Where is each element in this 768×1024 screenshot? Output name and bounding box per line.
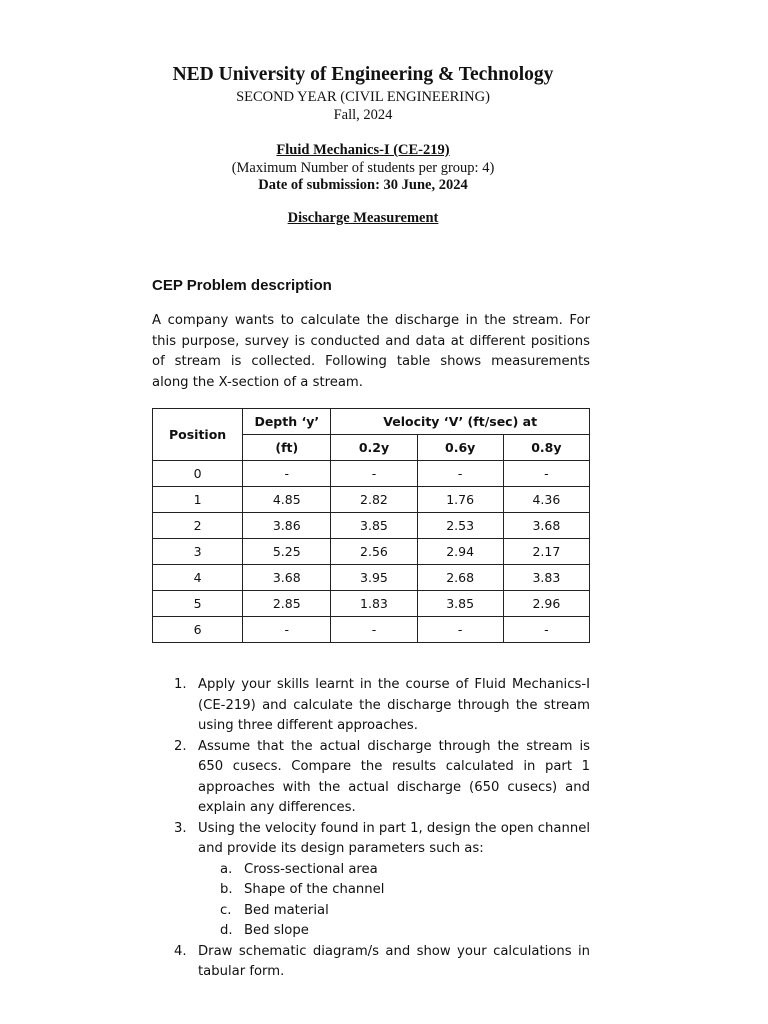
cell-velocity-02y: 1.83: [331, 591, 417, 617]
task-text: Draw schematic diagram/s and show your calculations in tabular form.: [198, 943, 590, 979]
course-title: Fluid Mechanics-I (CE-219): [276, 142, 450, 158]
cell-position: 4: [153, 565, 243, 591]
cell-position: 6: [153, 617, 243, 643]
cell-velocity-02y: 3.85: [331, 513, 417, 539]
cell-velocity-08y: -: [503, 461, 589, 487]
table-row: [153, 591, 590, 617]
cell-velocity-02y: 2.82: [331, 487, 417, 513]
submission-date: Date of submission: 30 June, 2024: [258, 177, 468, 193]
cell-velocity-02y: -: [331, 461, 417, 487]
cell-depth: 5.25: [243, 539, 331, 565]
cell-velocity-02y: 3.95: [331, 565, 417, 591]
cell-velocity-06y: 2.53: [417, 513, 503, 539]
sub-item-text: Cross-sectional area: [244, 861, 378, 877]
task-item: [152, 675, 590, 737]
header-velocity-08y: 0.8y: [503, 435, 589, 461]
task-text: Apply your skills learnt in the course of Fluid Mechanics-I (CE-219) and calculate the discharge through the stream using three different approaches.: [198, 677, 590, 733]
sub-item: [198, 921, 590, 942]
table-row: [153, 487, 590, 513]
header-velocity-06y: 0.6y: [417, 435, 503, 461]
header-velocity: Velocity ‘V’ (ft/sec) at: [331, 409, 590, 435]
table-header-row: [153, 409, 590, 435]
cell-depth: -: [243, 461, 331, 487]
max-students-line: (Maximum Number of students per group: 4): [231, 160, 495, 176]
cell-velocity-02y: -: [331, 617, 417, 643]
sub-item-letter: d.: [220, 923, 233, 938]
cell-depth: 3.68: [243, 565, 331, 591]
year-line: SECOND YEAR (CIVIL ENGINEERING): [236, 89, 490, 105]
header-depth-unit: (ft): [243, 435, 331, 461]
cell-velocity-06y: -: [417, 461, 503, 487]
cell-velocity-06y: -: [417, 617, 503, 643]
cell-velocity-08y: 3.83: [503, 565, 589, 591]
cell-position: 5: [153, 591, 243, 617]
cell-velocity-08y: 4.36: [503, 487, 589, 513]
table-row: [153, 617, 590, 643]
cell-velocity-08y: -: [503, 617, 589, 643]
table-row: [153, 565, 590, 591]
header-position: Position: [153, 409, 243, 461]
cell-position: 2: [153, 513, 243, 539]
task-item: [152, 737, 590, 819]
task-list: [152, 675, 590, 983]
cell-depth: 2.85: [243, 591, 331, 617]
header-velocity-02y: 0.2y: [331, 435, 417, 461]
sub-item: [198, 880, 590, 901]
cell-velocity-06y: 2.68: [417, 565, 503, 591]
sub-item-text: Bed slope: [244, 923, 309, 938]
task-number: 3.: [174, 820, 187, 836]
cell-velocity-06y: 2.94: [417, 539, 503, 565]
cell-position: 3: [153, 539, 243, 565]
task-number: 4.: [174, 943, 187, 959]
table-row: [153, 539, 590, 565]
term-line: Fall, 2024: [333, 107, 393, 123]
task-item: [152, 819, 590, 942]
cell-velocity-08y: 3.68: [503, 513, 589, 539]
sub-item-text: Bed material: [244, 902, 329, 918]
cell-velocity-08y: 2.17: [503, 539, 589, 565]
topic-title: Discharge Measurement: [287, 210, 439, 226]
sub-item-letter: b.: [220, 882, 233, 897]
cell-velocity-02y: 2.56: [331, 539, 417, 565]
task-text: Assume that the actual discharge through the stream is 650 cusecs. Compare the results calculated in part 1 approaches with the actual discharge (650 cusecs) and explain any differences.: [198, 738, 590, 815]
cell-position: 1: [153, 487, 243, 513]
task-number: 1.: [174, 677, 187, 692]
sub-item-letter: c.: [220, 902, 232, 918]
sub-item: [198, 901, 590, 922]
task-text: Using the velocity found in part 1, design the open channel and provide its design parameters such as:: [198, 820, 590, 856]
cell-velocity-06y: 3.85: [417, 591, 503, 617]
task-number: 2.: [174, 738, 187, 754]
cell-position: 0: [153, 461, 243, 487]
cell-depth: 3.86: [243, 513, 331, 539]
task-item: [152, 942, 590, 983]
sub-item: [198, 860, 590, 881]
section-heading: CEP Problem description: [152, 277, 332, 294]
design-parameter-list: [198, 860, 590, 942]
measurement-table: [152, 408, 590, 643]
university-title: NED University of Engineering & Technology: [172, 64, 554, 85]
sub-item-text: Shape of the channel: [244, 882, 385, 897]
table-row: [153, 461, 590, 487]
intro-paragraph: A company wants to calculate the discharge in the stream. For this purpose, survey is conducted and data at different positions of stream is collected. Following table shows measurements along the X-section of a stream.: [152, 313, 590, 391]
table-row: [153, 513, 590, 539]
cell-velocity-06y: 1.76: [417, 487, 503, 513]
header-depth: Depth ‘y’: [243, 409, 331, 435]
cell-depth: -: [243, 617, 331, 643]
cell-velocity-08y: 2.96: [503, 591, 589, 617]
sub-item-letter: a.: [220, 861, 233, 877]
cell-depth: 4.85: [243, 487, 331, 513]
